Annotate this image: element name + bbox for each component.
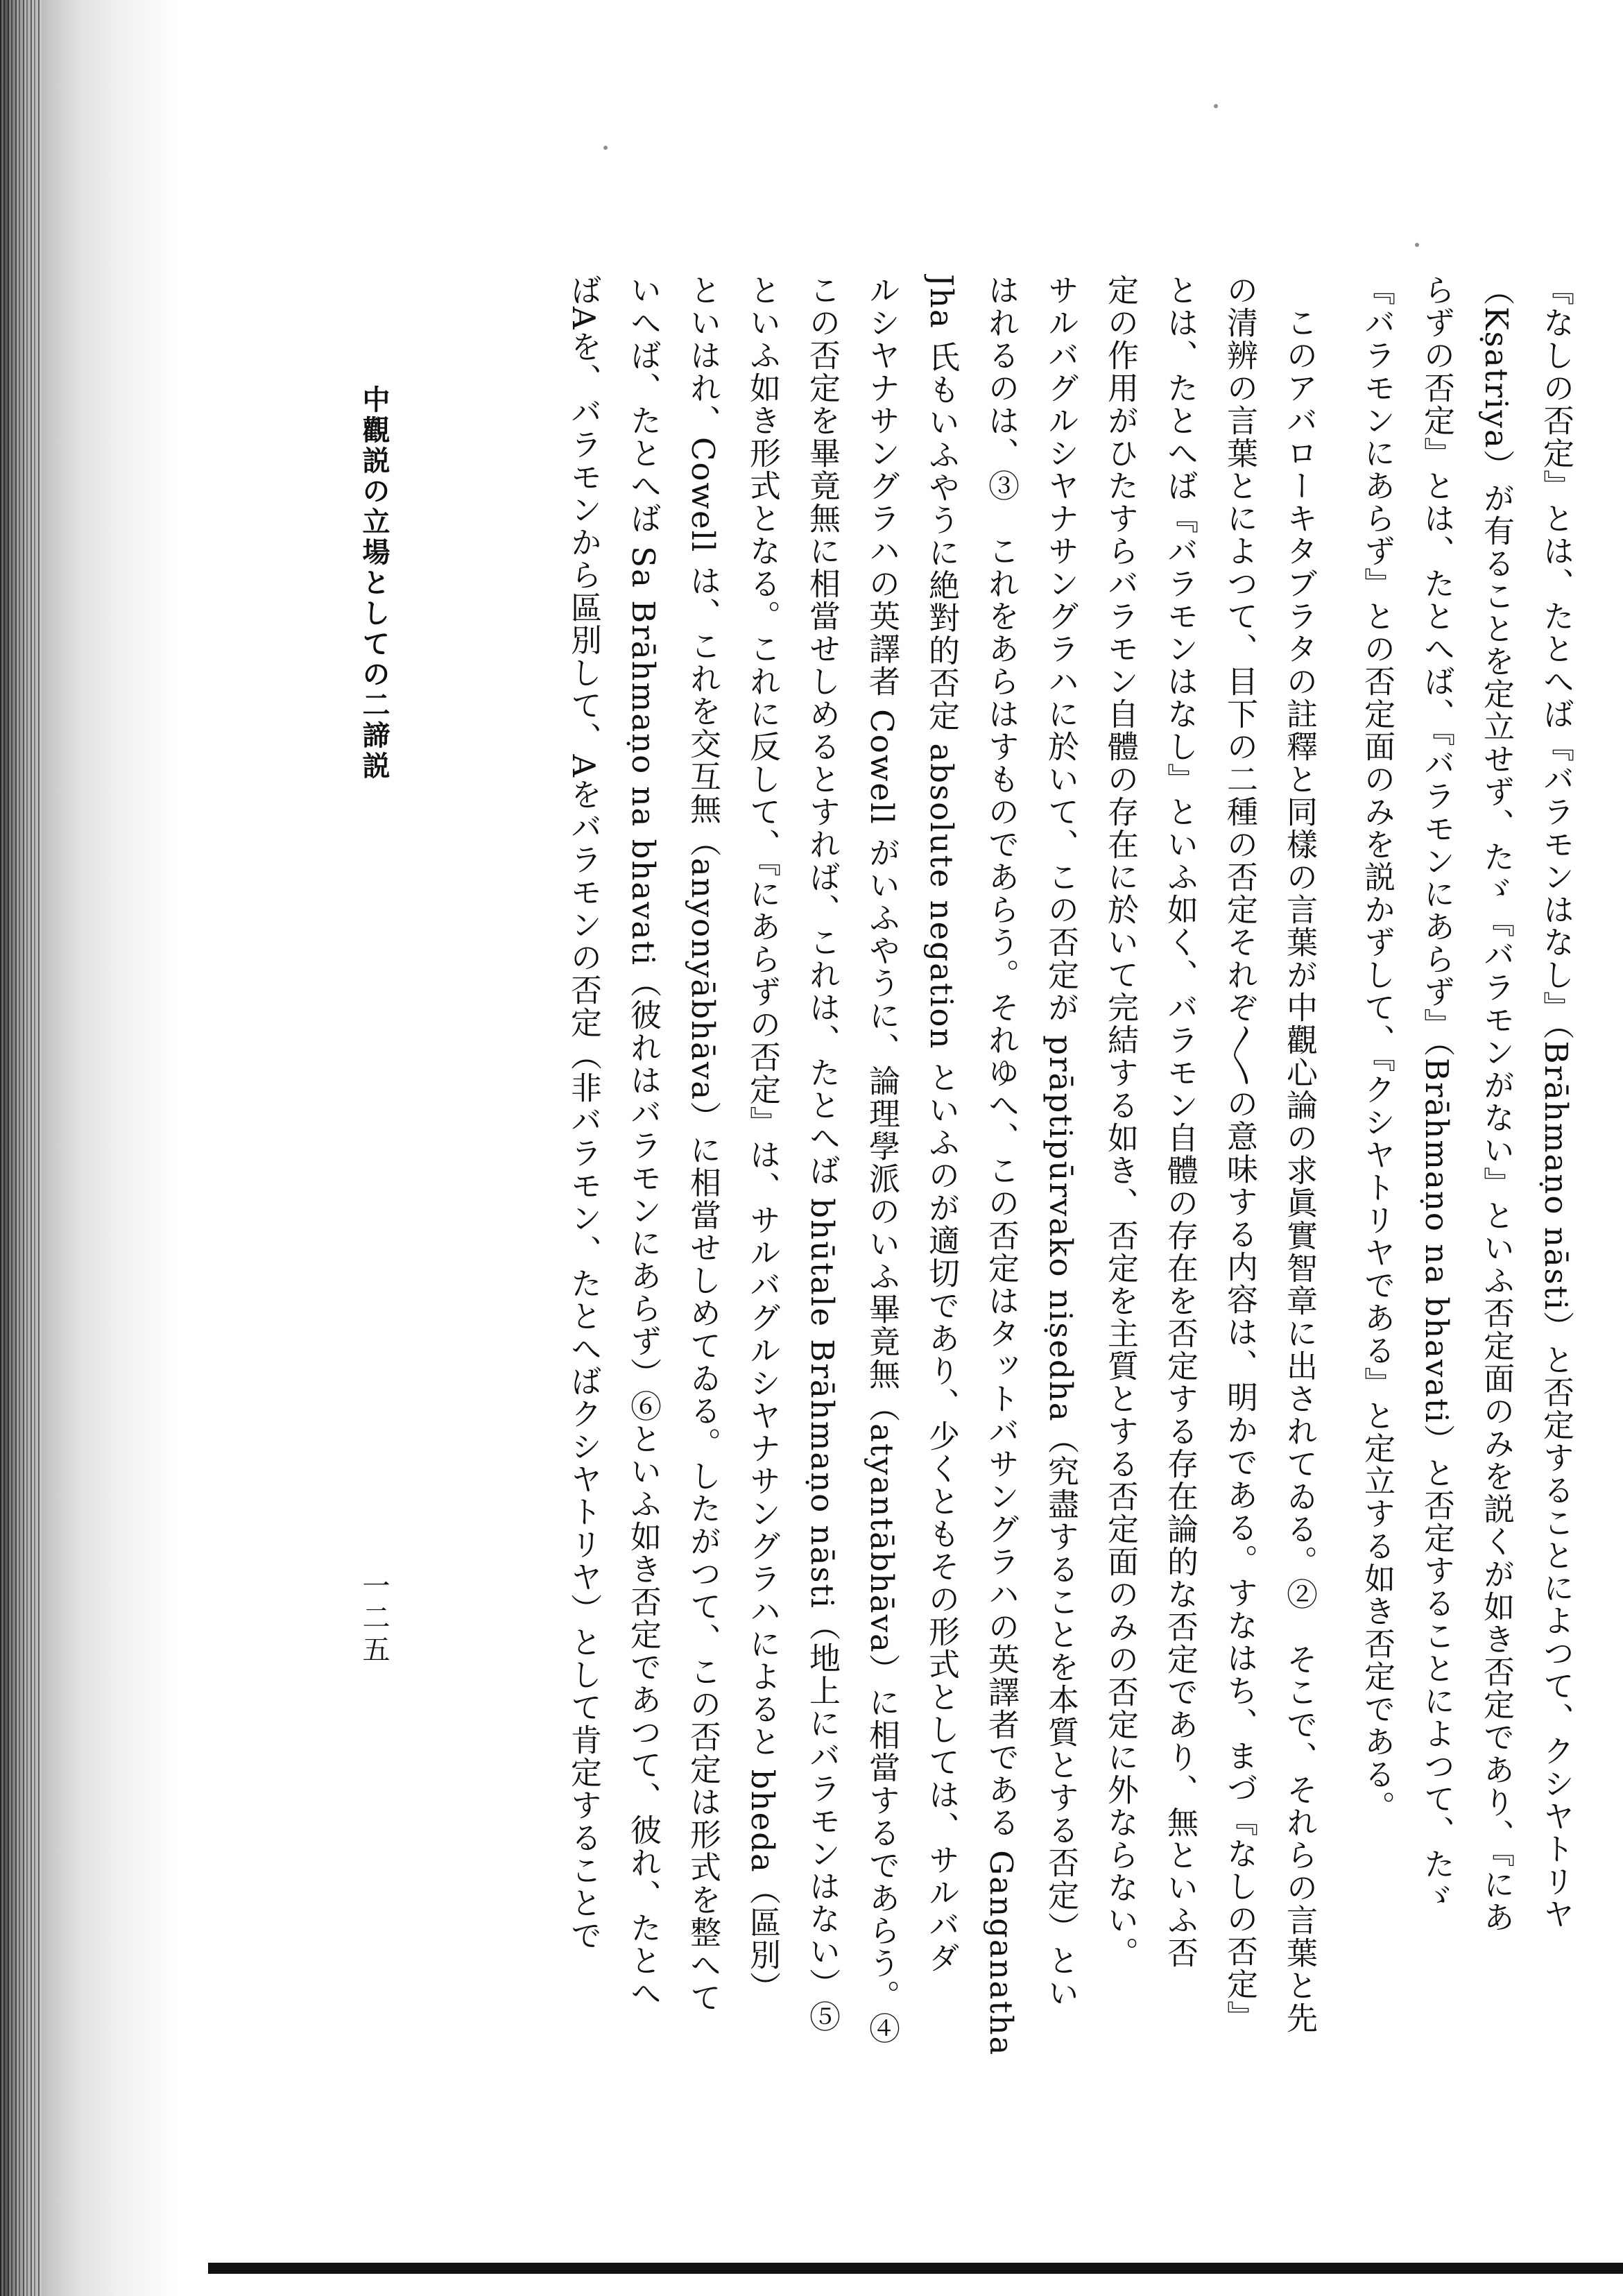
text-line: 『なしの否定』とは、たとへば『バラモンはなし』（Brāhmaṇo nāsti）と否定することによつて、クシヤトリヤ xyxy=(1538,274,1574,1931)
text-line: とは、たとへば『バラモンはなし』といふ如く、バラモン自體の存在を否定する存在論的な否定であり、無といふ否 xyxy=(1162,274,1199,1969)
text-line: このアバローキタブラタの註釋と同樣の言葉が中觀心論の求眞實智章に出されてゐる。② そこで、それらの言葉と先 xyxy=(1281,274,1318,2034)
text-line: 定の作用がひたすらバラモン自體の存在に於いて完結する如き、否定を主質とする否定面のみの否定に外ならない。 xyxy=(1102,274,1139,1969)
text-line: （Kṣatriya）が有ることを定立せず、たゞ『バラモンがない』といふ否定面のみを説くが如き否定であり、『にあ xyxy=(1478,274,1515,1934)
text-line: といふ如き形式となる。これに反して、『にあらずの否定』は、サルバグルシヤナサングラハによると bheda（區別） xyxy=(744,274,781,2004)
page-number: 一二五 xyxy=(358,1571,390,1667)
text-line: いへば、たとへば Sa Brāhmaṇo na bhavati（彼れはバラモンにあらず）⑥といふ如き否定であつて、彼れ、たとへ xyxy=(625,274,662,2010)
text-line: らずの否定』とは、たとへば、『バラモンにあらず』（Brāhmaṇo na bhavati）と否定することによつて、たゞ xyxy=(1418,274,1455,1913)
text-line: サルバグルシヤナサングラハに於いて、この否定が prāptipūrvako niṣedha（究盡することを本質とする否定）とい xyxy=(1042,274,1079,2010)
text-line: はれるのは、③ これをあらはすものであらう。それゆへ、この否定はタットバサングラハの英譯者である Ganganatha xyxy=(983,274,1020,2057)
text-line: の清辨の言葉とによつて、目下の二種の否定それぞ〳〵の意味する内容は、明かである。すなはち、まづ『なしの否定』 xyxy=(1221,274,1258,2033)
text-line: ルシヤナサングラハの英譯者 Cowell がいふやうに、論理學派のいふ畢竟無（atyantābhāva）に相當するであらう。④ xyxy=(864,274,900,2045)
text-line: ばAを、バラモンから區別して、Aをバラモンの否定（非バラモン、たとへばクシヤトリヤ）として肯定することで xyxy=(565,274,602,1952)
text-line: この否定を畢竟無に相當せしめるとすれば、これは、たとへば bhūtale Brāhmaṇo nāsti（地上にバラモンはない）⑤ xyxy=(804,274,841,2033)
text-line: といはれ、Cowell は、これを交互無（anyonyābhāva）に相當せしめてゐる。したがつて、この否定は形式を整へて xyxy=(685,274,721,2014)
text-line: 『バラモンにあらず』との否定面のみを説かずして、『クシヤトリヤである』と定立する如き否定である。 xyxy=(1359,274,1396,1824)
running-head: 中觀説の立場としての二諦説 xyxy=(358,385,390,782)
text-line: Jha 氏もいふやうに絶對的否定 absolute negation といふのが適切であり、少くともその形式としては、サルバダ xyxy=(923,274,960,1974)
